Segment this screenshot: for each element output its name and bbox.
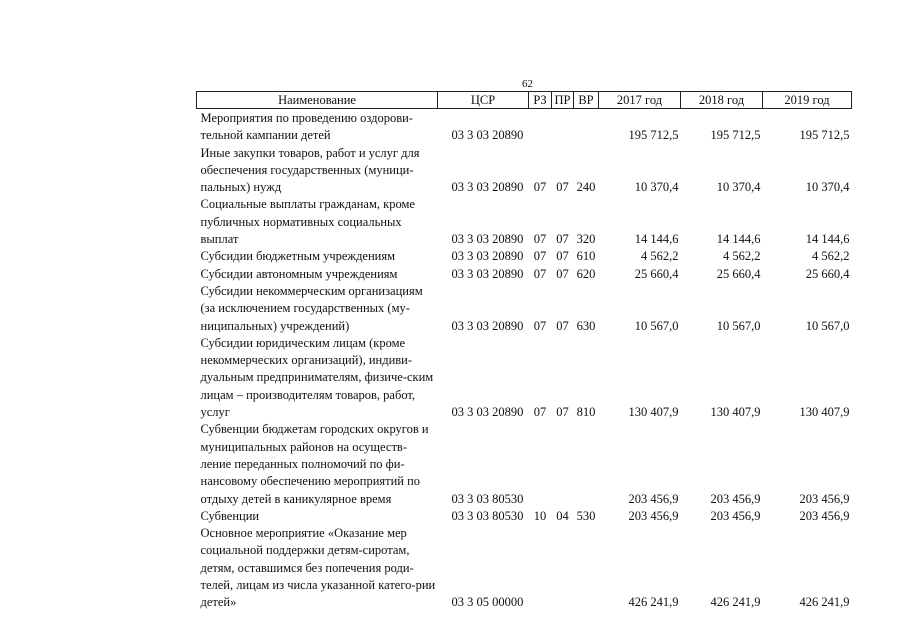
row-2017: 203 456,9 [628, 508, 679, 523]
row-2018: 203 456,9 [710, 491, 761, 506]
header-csr: ЦСР [438, 92, 529, 109]
table-row [197, 196, 852, 248]
row-2019: 203 456,9 [799, 508, 850, 523]
table-header-row [197, 92, 852, 109]
row-name: Субсидии некоммерческим организациям (за исключением государственных (му-ниципальных) учреждений) [200, 283, 423, 333]
row-name: Мероприятия по проведению оздорови-тельной кампании детей [200, 111, 413, 143]
page-number: 62 [522, 78, 533, 90]
table-row [197, 421, 852, 507]
row-vr: 620 [576, 266, 596, 281]
row-rz: 10 [533, 508, 547, 523]
row-vr: 240 [576, 180, 596, 195]
row-csr: 03 3 03 20890 [451, 249, 524, 264]
row-pr [552, 421, 574, 507]
header-name: Наименование [197, 92, 438, 109]
row-pr: 07 [556, 249, 569, 264]
header-2017: 2017 год [599, 92, 681, 109]
row-2019: 14 144,6 [805, 232, 850, 247]
row-vr: 630 [576, 318, 596, 333]
row-pr: 07 [556, 405, 569, 420]
row-rz [529, 421, 552, 507]
row-vr: 810 [576, 405, 596, 420]
table-row [197, 266, 852, 283]
header-2019: 2019 год [763, 92, 852, 109]
budget-table [196, 91, 852, 612]
row-rz: 07 [533, 249, 547, 264]
row-name: Субсидии бюджетным учреждениям [200, 249, 396, 264]
row-2017: 195 712,5 [628, 128, 679, 143]
table-row [197, 525, 852, 611]
table-row [197, 508, 852, 525]
row-csr: 03 3 03 20890 [451, 128, 524, 143]
row-csr: 03 3 03 20890 [451, 266, 524, 281]
row-2017: 203 456,9 [628, 491, 679, 506]
row-2019: 195 712,5 [799, 128, 850, 143]
row-pr: 07 [556, 266, 569, 281]
header-vr: ВР [574, 92, 599, 109]
row-vr: 320 [576, 232, 596, 247]
row-2017: 14 144,6 [634, 232, 679, 247]
header-rz: РЗ [529, 92, 552, 109]
row-2019: 4 562,2 [812, 249, 850, 264]
row-rz: 07 [533, 232, 547, 247]
row-pr: 07 [556, 232, 569, 247]
table-row [197, 248, 852, 265]
row-2017: 25 660,4 [634, 266, 679, 281]
row-2017: 4 562,2 [641, 249, 679, 264]
row-pr: 07 [556, 180, 569, 195]
row-2018: 25 660,4 [716, 266, 761, 281]
row-csr: 03 3 03 20890 [451, 318, 524, 333]
row-csr: 03 3 03 80530 [451, 491, 524, 506]
row-name: Субвенции [200, 508, 260, 523]
row-2019: 130 407,9 [799, 405, 850, 420]
row-rz [529, 109, 552, 145]
row-2019: 426 241,9 [799, 595, 850, 610]
row-2017: 130 407,9 [628, 405, 679, 420]
row-pr [552, 525, 574, 611]
table-row [197, 109, 852, 145]
row-name: Субвенции бюджетам городских округов и муниципальных районов на осуществ-ление переданных полномочий по фи-нансовому обеспечению мероприятий по отдыху детей в каникулярное время [200, 422, 429, 506]
row-name: Социальные выплаты гражданам, кроме публичных нормативных социальных выплат [200, 197, 415, 247]
table-row [197, 145, 852, 197]
row-rz: 07 [533, 405, 547, 420]
row-rz: 07 [533, 266, 547, 281]
row-2018: 10 370,4 [716, 180, 761, 195]
row-2019: 10 370,4 [805, 180, 850, 195]
row-pr: 04 [556, 508, 569, 523]
row-pr: 07 [556, 318, 569, 333]
row-vr: 610 [576, 249, 596, 264]
row-vr [574, 525, 599, 611]
row-csr: 03 3 03 20890 [451, 180, 524, 195]
row-2017: 10 567,0 [634, 318, 679, 333]
row-2018: 426 241,9 [710, 595, 761, 610]
row-name: Основное мероприятие «Оказание мер социальной поддержки детям-сиротам, детям, оставшимся без попечения роди-телей, лицам из числа указанной катего-рии детей» [200, 526, 436, 610]
row-2018: 4 562,2 [723, 249, 761, 264]
row-pr [552, 109, 574, 145]
row-csr: 03 3 03 20890 [451, 232, 524, 247]
table-row [197, 283, 852, 335]
row-vr [574, 109, 599, 145]
row-2018: 195 712,5 [710, 128, 761, 143]
row-csr: 03 3 03 80530 [451, 508, 524, 523]
row-rz: 07 [533, 180, 547, 195]
row-vr: 530 [576, 508, 596, 523]
row-rz: 07 [533, 318, 547, 333]
row-vr [574, 421, 599, 507]
row-name: Субсидии автономным учреждениям [200, 266, 398, 281]
row-2018: 10 567,0 [716, 318, 761, 333]
row-2017: 10 370,4 [634, 180, 679, 195]
header-pr: ПР [552, 92, 574, 109]
row-2019: 203 456,9 [799, 491, 850, 506]
row-name: Субсидии юридическим лицам (кроме некоммерческих организаций), индиви-дуальным предпринимателям, физиче-ским лицам – производителям товаров, работ, услуг [200, 335, 434, 420]
row-csr: 03 3 05 00000 [451, 595, 524, 610]
row-2019: 25 660,4 [805, 266, 850, 281]
table-row [197, 335, 852, 421]
row-rz [529, 525, 552, 611]
row-2018: 203 456,9 [710, 508, 761, 523]
row-2017: 426 241,9 [628, 595, 679, 610]
row-name: Иные закупки товаров, работ и услуг для обеспечения государственных (муници-пальных) нужд [200, 145, 420, 195]
row-csr: 03 3 03 20890 [451, 405, 524, 420]
row-2018: 130 407,9 [710, 405, 761, 420]
row-2018: 14 144,6 [716, 232, 761, 247]
header-2018: 2018 год [681, 92, 763, 109]
row-2019: 10 567,0 [805, 318, 850, 333]
